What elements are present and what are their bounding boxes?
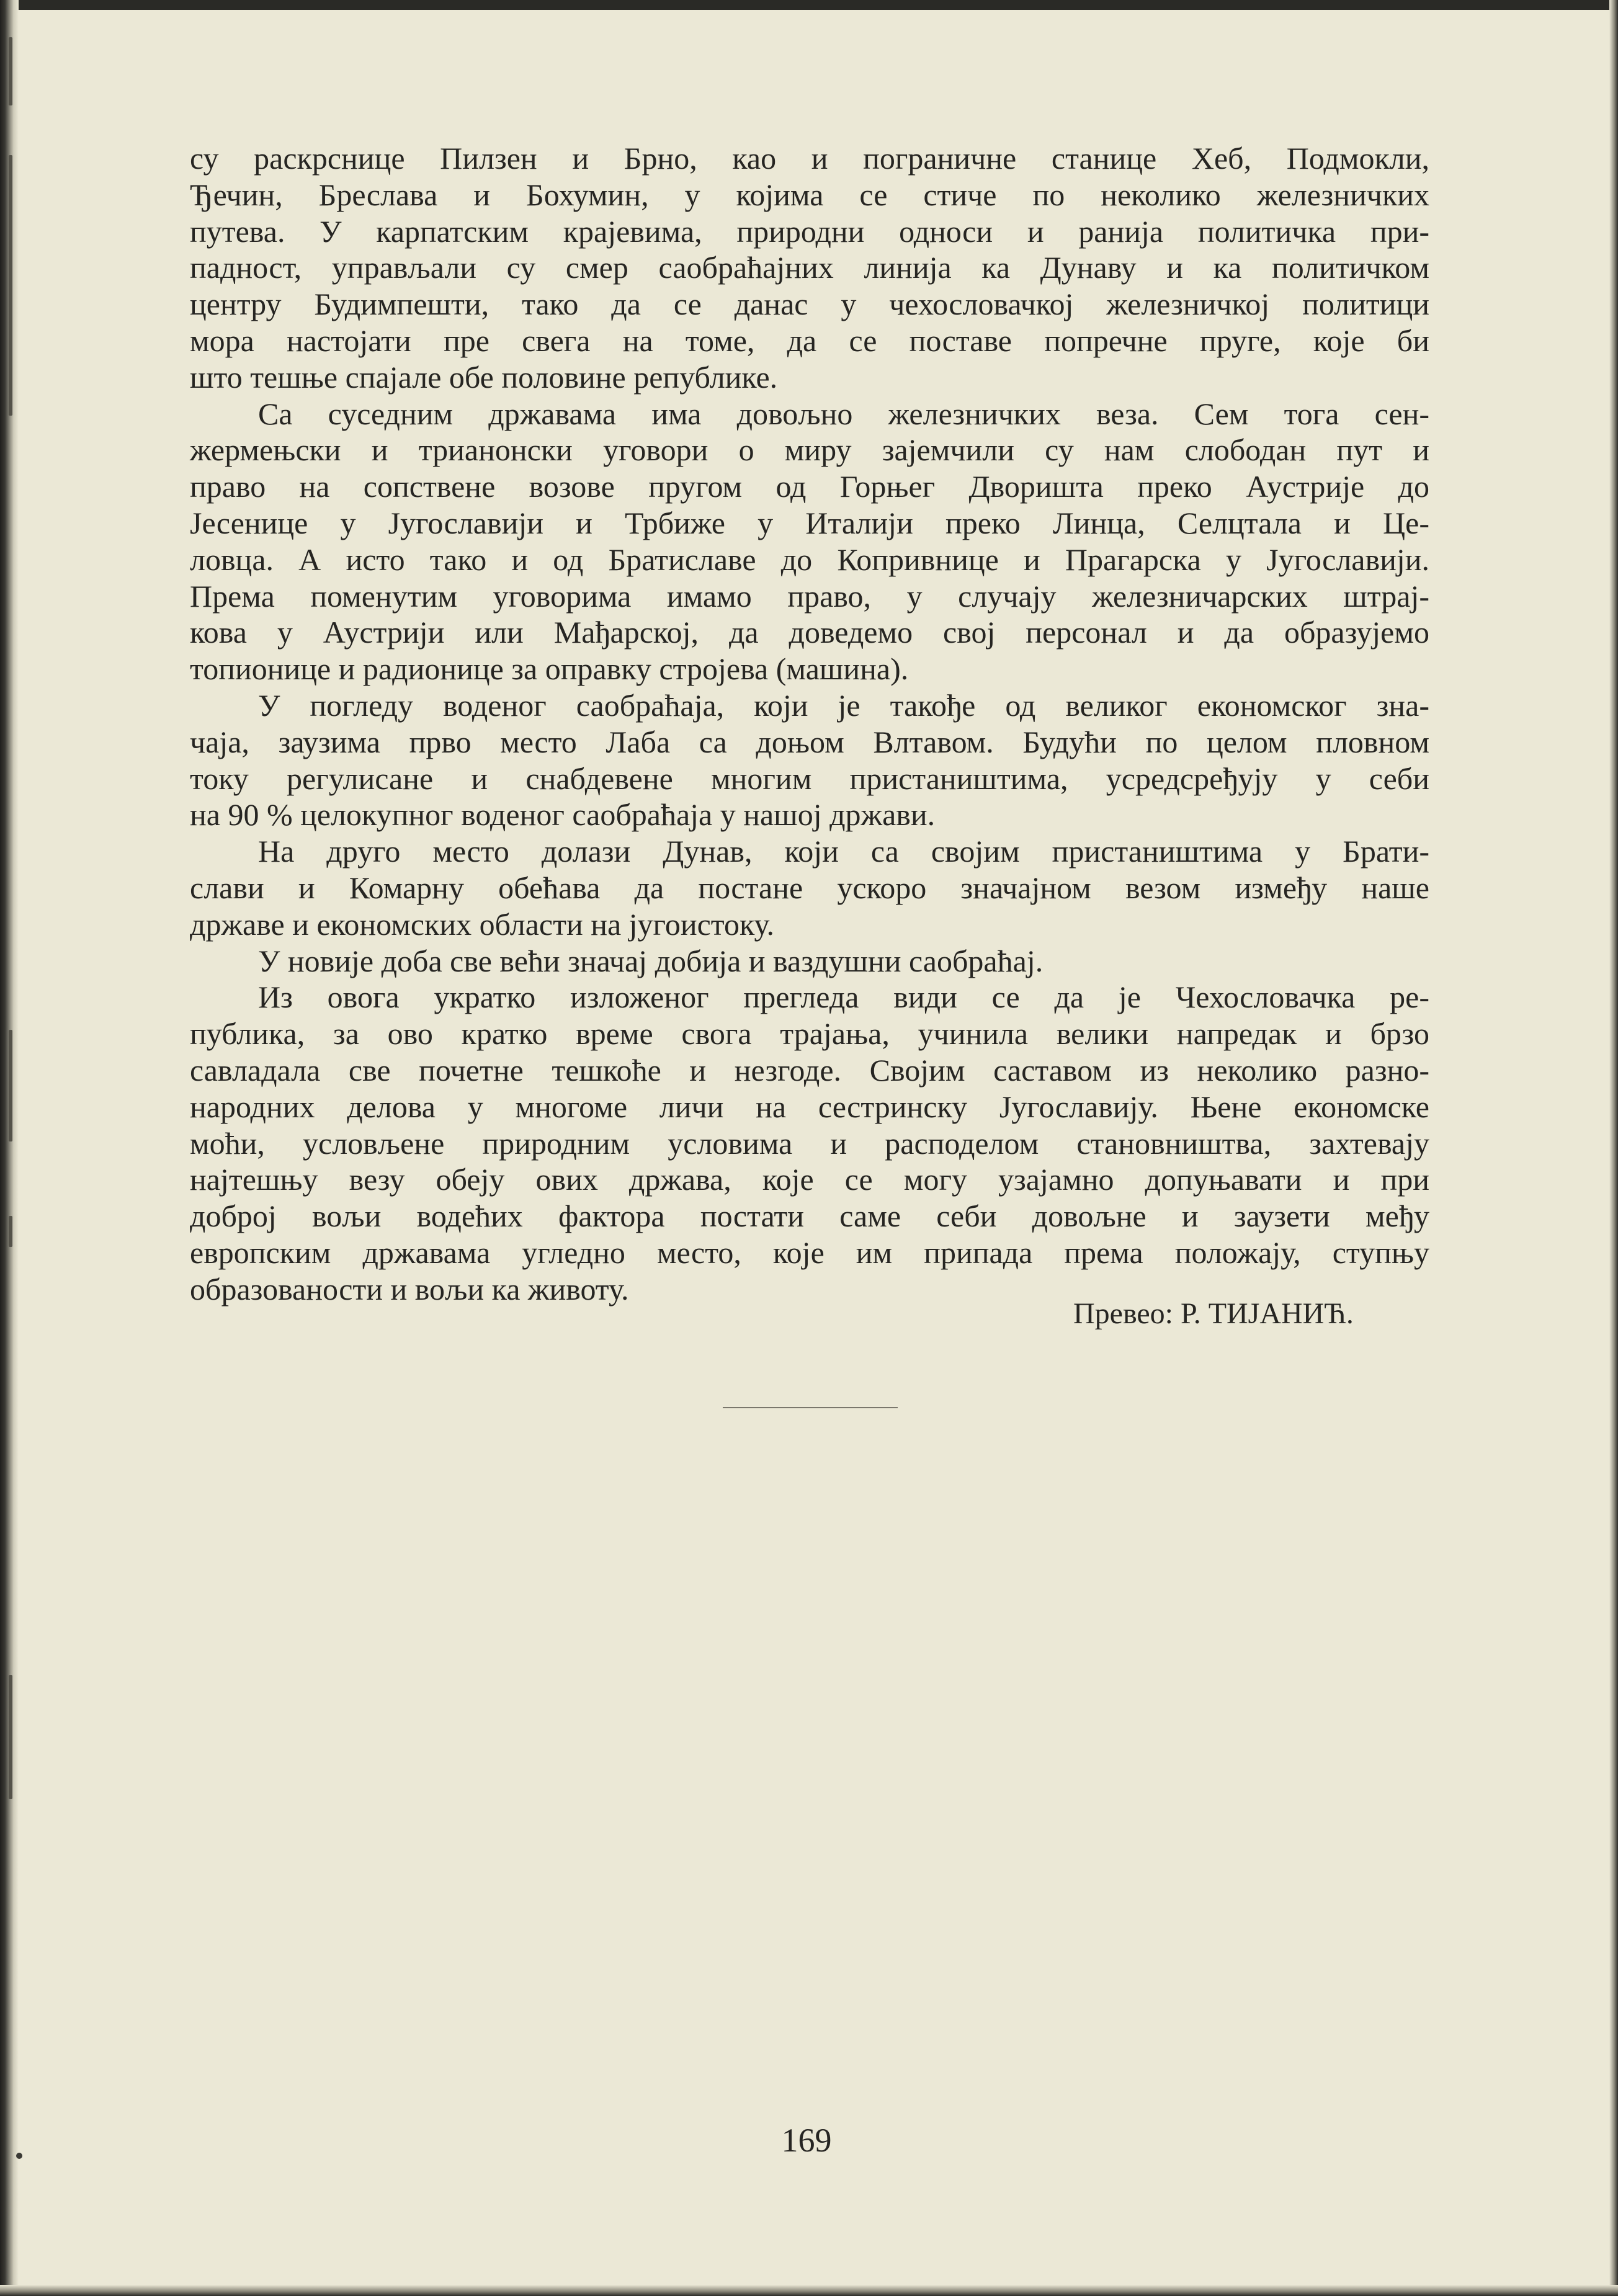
text-line: доброј вољи водећих фактора постати саме себи довољне и заузети међу: [190, 1199, 1429, 1234]
text-line: су раскрснице Пилзен и Брно, као и пограничне станице Хеб, Подмокли,: [190, 141, 1429, 176]
page-bottom-edge: [0, 2285, 1618, 2296]
text-line: кова у Аустрији или Мађарској, да доведемо свој персонал и да образујемо: [190, 615, 1429, 650]
text-line: савладала све почетне тешкоће и незгоде. Својим саставом из неколико разно-: [190, 1052, 1429, 1088]
text-line: ловца. А исто тако и од Братиславе до Копривнице и Прагарска у Југославији.: [190, 542, 1429, 577]
section-divider: [723, 1407, 898, 1408]
text-line: публика, за ово кратко време свога трајања, учинила велики напредак и брзо: [190, 1016, 1429, 1052]
text-line: што тешње спајале обе половине републике.: [190, 359, 778, 395]
page-top-edge: [0, 0, 1618, 10]
text-line: моћи, условљене природним условима и расподелом становништва, захтевају: [190, 1125, 1429, 1161]
paragraph-start-line: У новије доба све већи значај добија и ваздушни саобраћај.: [258, 943, 1044, 978]
text-line: право на сопствене возове пругом од Горњег Дворишта преко Аустрије до: [190, 469, 1429, 504]
paragraph-start-line: У погледу воденог саобраћаја, који је такође од великог економског зна-: [258, 687, 1429, 723]
text-line: Ђечин, Бреслава и Бохумин, у којима се стиче по неколико железничких: [190, 177, 1429, 212]
text-line: народних делова у многоме личи на сестринску Југославију. Њене економске: [190, 1089, 1429, 1124]
binding-mark: [9, 1216, 12, 1247]
binding-mark: [9, 155, 12, 416]
paragraph-start-line: Са суседним државама има довољно железничких веза. Сем тога сен-: [258, 396, 1429, 431]
text-line: Јесенице у Југославији и Трбиже у Италији преко Линца, Селцтала и Це-: [190, 505, 1429, 540]
text-line: мора настојати пре свега на томе, да се поставе попречне пруге, које би: [190, 323, 1429, 358]
text-line: Према поменутим уговорима имамо право, у случају железничарских штрај-: [190, 578, 1429, 614]
text-line: путева. У карпатским крајевима, природни односи и ранија политичка при-: [190, 213, 1429, 249]
page-right-edge: [1609, 0, 1618, 2296]
text-line: слави и Комарну обећава да постане ускоро значајном везом између наше: [190, 870, 1429, 905]
paragraph-start-line: На друго место долази Дунав, који са својим пристаништима у Брати-: [258, 834, 1429, 869]
binding-mark: [9, 1030, 12, 1141]
paragraph-start-line: Из овога укратко изложеног прегледа види се да је Чехословачка ре-: [258, 980, 1429, 1015]
text-line: падност, управљали су смер саобраћајних линија ка Дунаву и ка политичком: [190, 250, 1429, 285]
ink-speck: [16, 2153, 22, 2159]
page-number: 169: [781, 2122, 832, 2159]
text-line: најтешњу везу обеју ових држава, које се могу узајамно допуњавати и при: [190, 1162, 1429, 1197]
text-line: центру Будимпешти, тако да се данас у чехословачкој железничкој политици: [190, 287, 1429, 322]
binding-mark: [9, 37, 12, 105]
translator-signature: Превео: Р. ТИЈАНИЋ.: [1073, 1297, 1354, 1330]
text-line: образованости и вољи ка животу.: [190, 1271, 629, 1307]
text-line: топионице и радионице за оправку стројева (машина).: [190, 651, 909, 687]
binding-mark: [9, 1675, 12, 1799]
text-line: чаја, заузима прво место Лаба са доњом Влтавом. Будући по целом пловном: [190, 724, 1429, 759]
text-line: државе и економских области на југоистоку.: [190, 906, 775, 942]
text-line: току регулисане и снабдевене многим пристаништима, усредсређују у себи: [190, 761, 1429, 796]
body-text: [190, 140, 1429, 1308]
text-line: европским државама угледно место, које им припада према положају, ступњу: [190, 1235, 1429, 1270]
text-line: на 90 % целокупног воденог саобраћаја у нашој држави.: [190, 797, 936, 833]
text-line: жермењски и трианонски уговори о миру зајемчили су нам слободан пут и: [190, 432, 1429, 468]
